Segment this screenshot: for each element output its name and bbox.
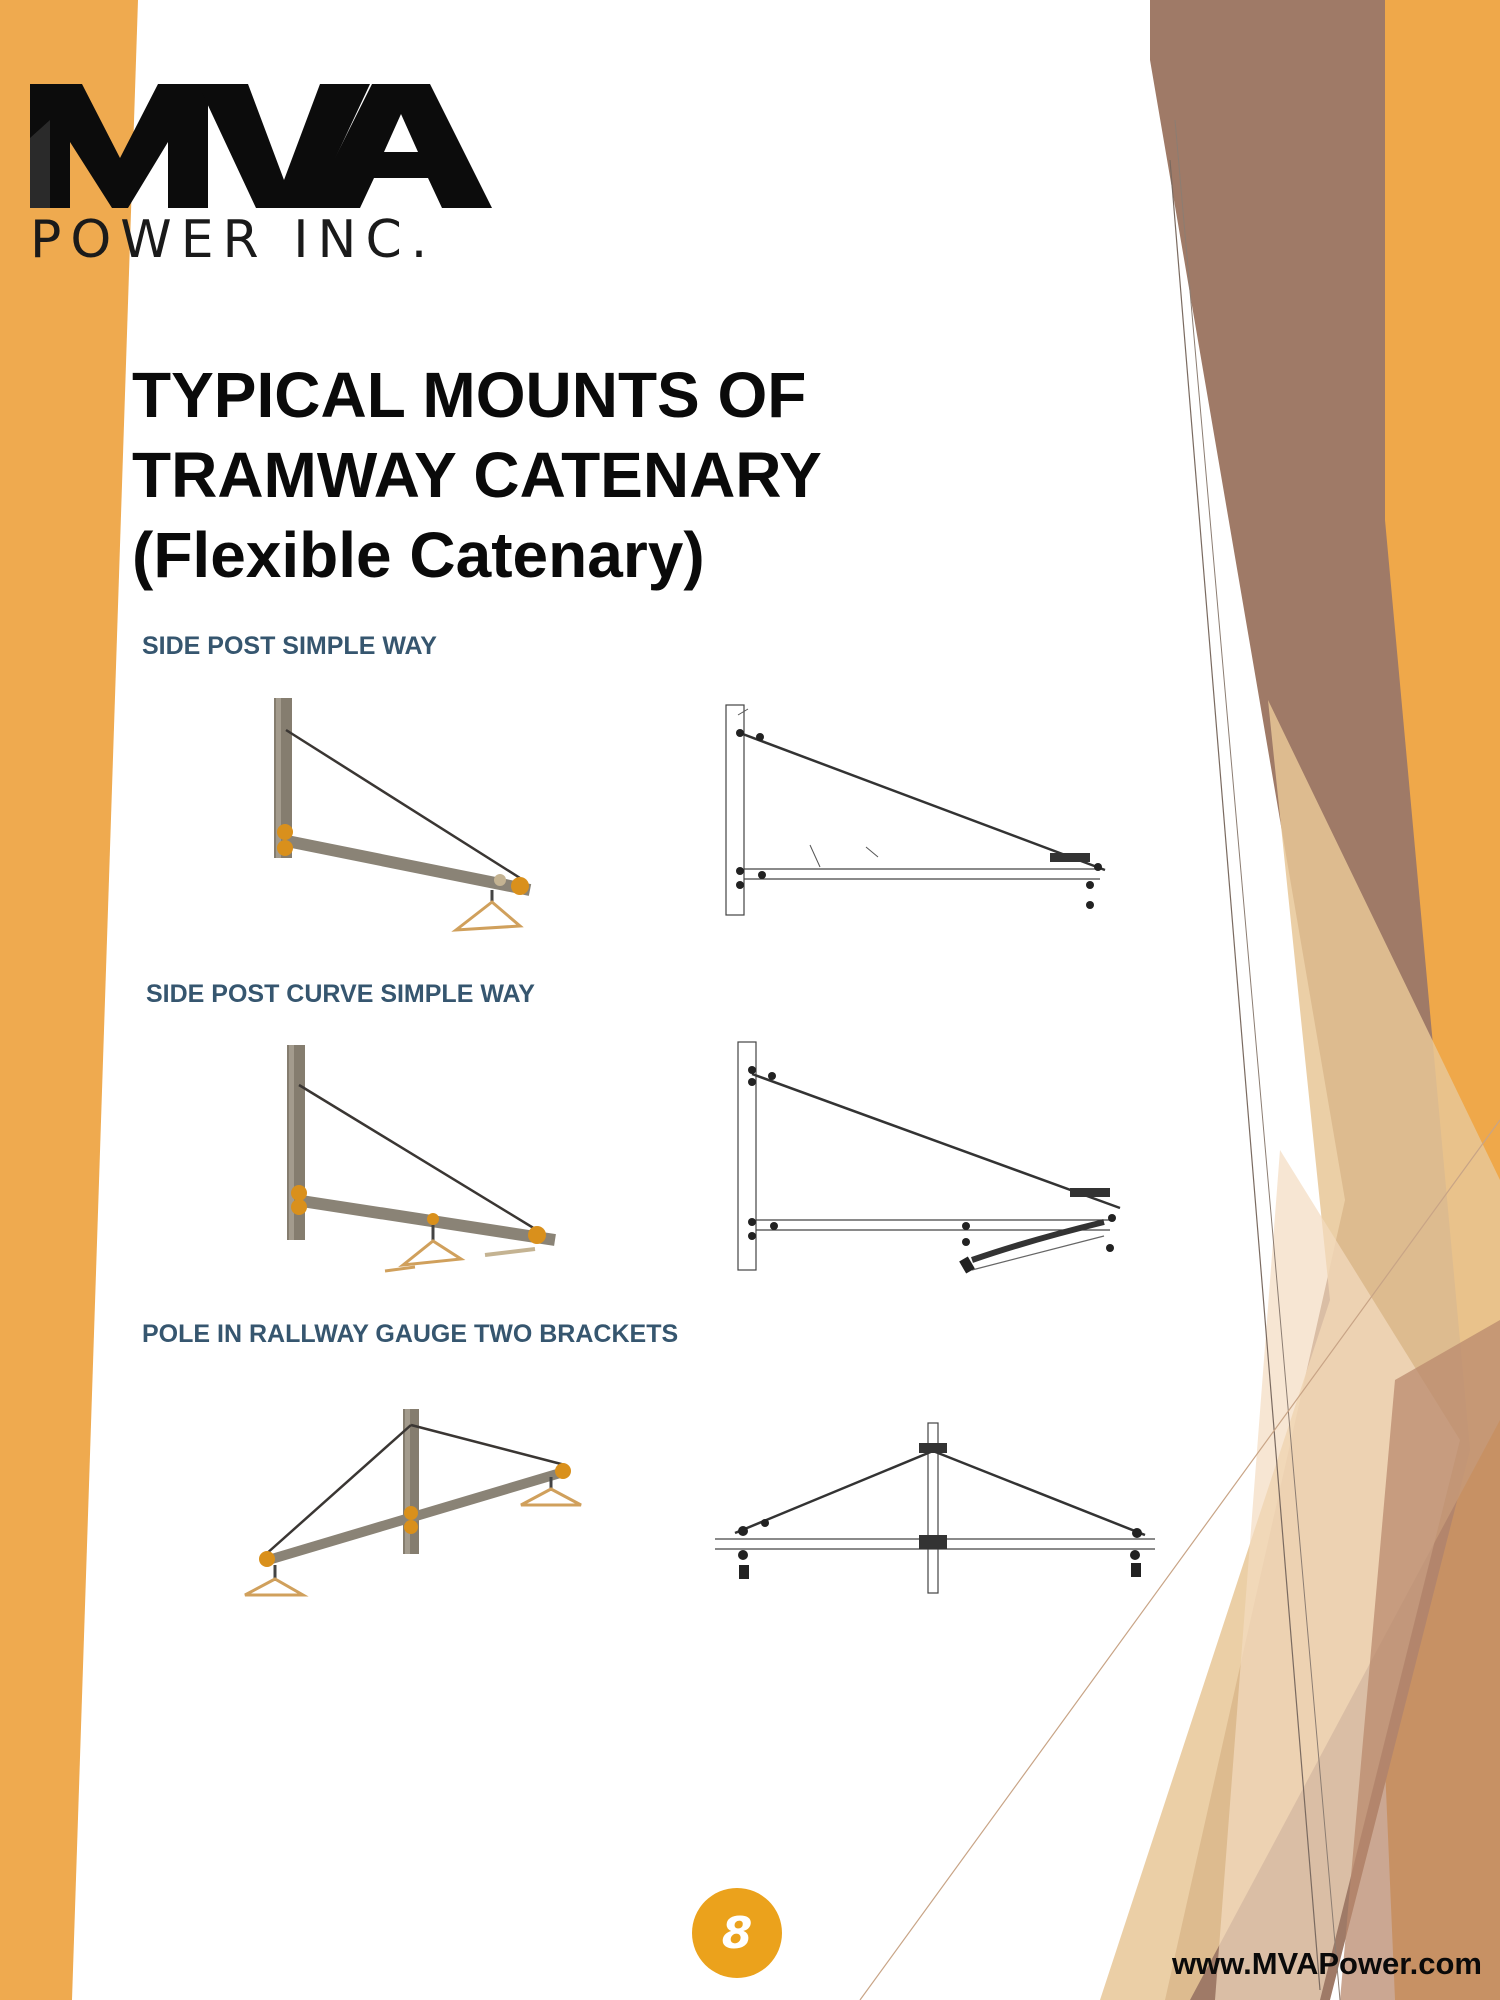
title-line-3: (Flexible Catenary) bbox=[132, 519, 705, 591]
drawing-side-post-simple bbox=[690, 695, 1150, 945]
left-orange-band bbox=[0, 0, 138, 2000]
title-line-2: TRAMWAY CATENARY bbox=[132, 439, 822, 511]
website-url[interactable]: www.MVAPower.com bbox=[1171, 1946, 1482, 1981]
title-line-1: TYPICAL MOUNTS OF bbox=[132, 359, 807, 431]
mva-logo bbox=[30, 80, 500, 270]
drawing-pole-two-brackets bbox=[685, 1405, 1185, 1605]
render-pole-two-brackets bbox=[235, 1395, 615, 1610]
mva-logo-mark bbox=[30, 80, 500, 210]
render-side-post-simple bbox=[230, 690, 550, 940]
render-side-post-curve bbox=[255, 1035, 575, 1285]
section-label-two-brackets: POLE IN RALLWAY GAUGE TWO BRACKETS bbox=[142, 1320, 679, 1348]
page-number-badge: 8 bbox=[692, 1888, 782, 1978]
company-name: POWER INC. bbox=[30, 210, 437, 270]
page-title bbox=[132, 355, 932, 595]
section-label-simple-way: SIDE POST SIMPLE WAY bbox=[142, 632, 437, 660]
section-label-curve-way: SIDE POST CURVE SIMPLE WAY bbox=[146, 980, 535, 1008]
drawing-side-post-curve bbox=[700, 1030, 1160, 1300]
